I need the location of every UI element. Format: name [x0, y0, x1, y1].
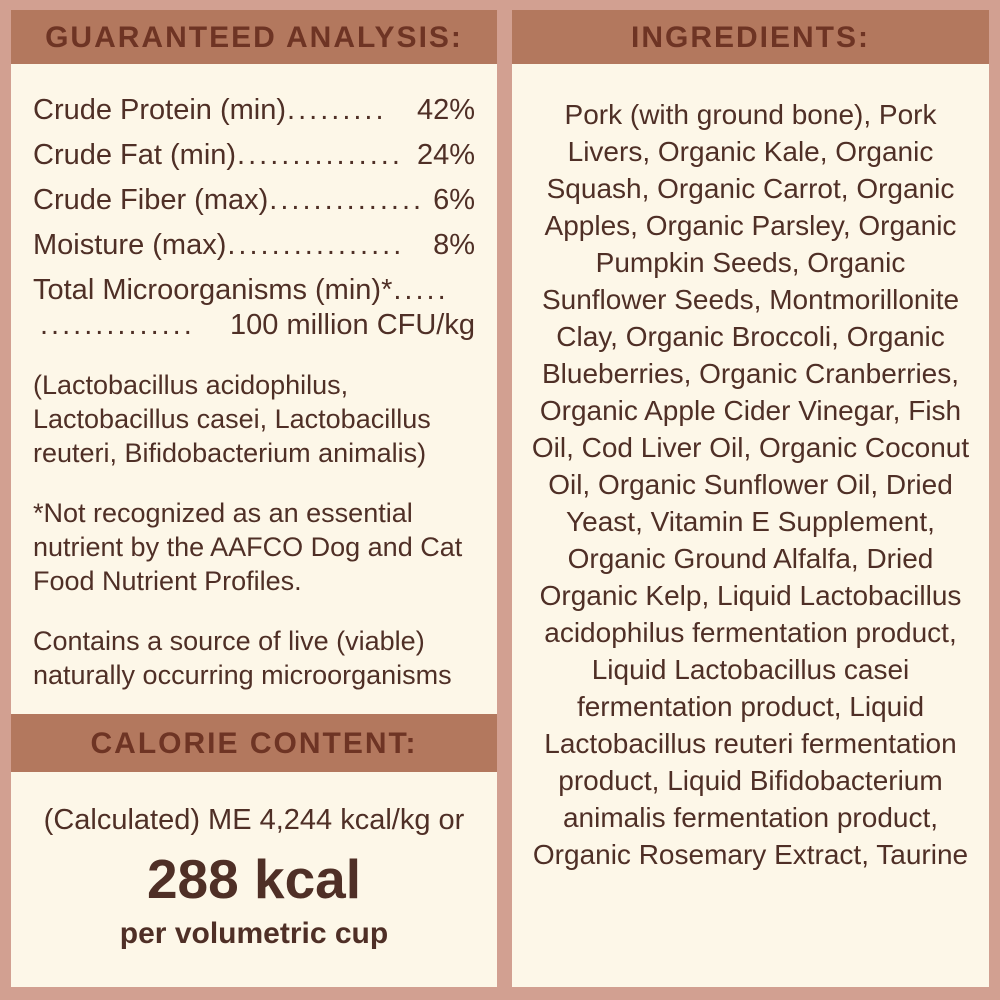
ingredients-list: Pork (with ground bone), Pork Livers, Organic Kale, Organic Squash, Organic Carrot, Organic Apples, Organic Parsley, Organic Pumpkin Seeds, Organic Sunflower Seeds, Montmorillonite Clay, Organic Broccoli, Organic Blueberries, Organic Cranberries, Organic Apple Cider Vinegar, Fish Oil, Cod Liver Oil, Organic Coconut Oil, Organic Sunflower Oil, Dried Yeast, Vitamin E Supplement, Organic Ground Alfalfa, Dried Organic Kelp, Liquid Lactobacillus acidophilus fermentation product, Liquid Lactobacillus casei fermentation product, Liquid Lactobacillus reuteri fermentation product, Liquid Bifidobacterium animalis fermentation product, Organic Rosemary Extract, Taurine	[531, 99, 970, 870]
analysis-row-moisture	[33, 229, 475, 262]
microorganisms-value-line	[39, 309, 475, 342]
ingredients-panel	[512, 10, 989, 987]
calorie-content-body	[11, 772, 497, 987]
analysis-value: 6%	[433, 184, 475, 216]
ingredients-header: INGREDIENTS:	[512, 10, 989, 64]
live-microorganisms-note: Contains a source of live (viable) naturally occurring microorganisms	[33, 626, 452, 690]
analysis-value: 42%	[416, 94, 475, 126]
analysis-label: Crude Fiber (max)	[33, 184, 269, 216]
guaranteed-analysis-panel	[11, 10, 497, 987]
dot-leader: ..............	[40, 309, 195, 341]
analysis-label: Crude Fat (min)	[33, 139, 237, 171]
guaranteed-analysis-body	[11, 64, 497, 714]
analysis-label: Moisture (max)	[33, 229, 227, 261]
analysis-label: Crude Protein (min)	[33, 94, 287, 126]
analysis-row-microorganisms	[33, 274, 475, 307]
analysis-row-crude-protein	[33, 94, 475, 127]
aafco-footnote: *Not recognized as an essential nutrient by the AAFCO Dog and Cat Food Nutrient Profiles.	[33, 498, 463, 596]
calorie-kcal-value: 288 kcal	[146, 848, 362, 910]
analysis-row-crude-fat	[33, 139, 475, 172]
analysis-label: Total Microorganisms (min)*	[33, 274, 393, 306]
calorie-unit: per volumetric cup	[119, 917, 389, 950]
analysis-value: 8%	[433, 229, 475, 261]
analysis-value: 24%	[416, 139, 475, 171]
guaranteed-analysis-header: GUARANTEED ANALYSIS:	[11, 10, 497, 64]
dot-leader: ..............	[269, 184, 425, 216]
dot-leader: ...............	[237, 139, 403, 171]
analysis-row-crude-fiber	[33, 184, 475, 217]
dot-leader: ................	[227, 229, 405, 261]
species-note: (Lactobacillus acidophilus, Lactobacillus casei, Lactobacillus reuteri, Bifidobacterium animalis)	[33, 370, 431, 468]
calorie-content-header: CALORIE CONTENT:	[11, 714, 497, 772]
dot-leader: .....	[393, 274, 449, 306]
calorie-kcal-per-kg: (Calculated) ME 4,244 kcal/kg or	[43, 804, 465, 836]
microorganisms-value: 100 million CFU/kg	[230, 309, 475, 341]
dot-leader: .........	[287, 94, 387, 126]
